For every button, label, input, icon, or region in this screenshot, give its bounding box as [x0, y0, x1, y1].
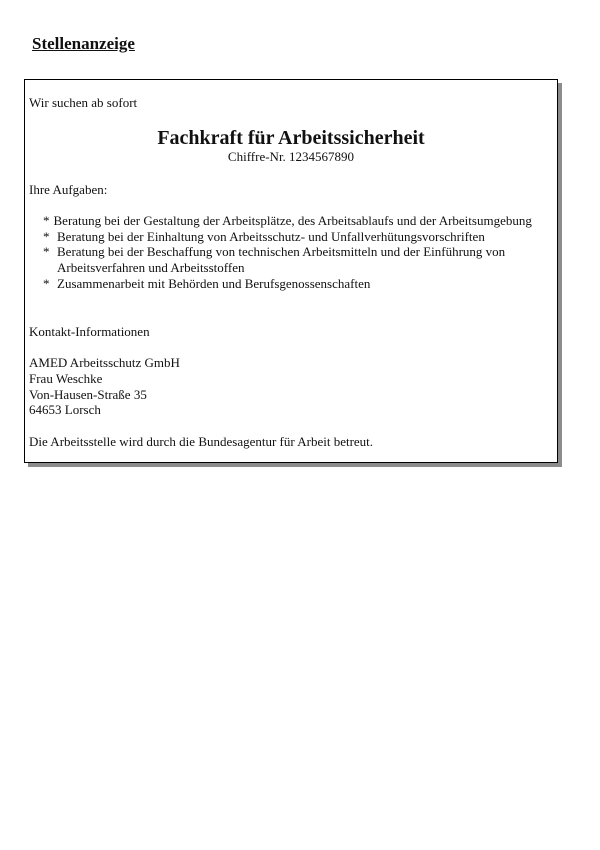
task-text: Beratung bei der Gestaltung der Arbeitsplätze, des Arbeitsablaufs und der Arbeitsumgebung: [53, 213, 532, 228]
task-text: Beratung bei der Beschaffung von technischen Arbeitsmitteln und der Einführung von Arbeitsverfahren und Arbeitsstoffen: [57, 244, 506, 276]
task-text: Zusammenarbeit mit Behörden und Berufsgenossenschaften: [57, 275, 371, 291]
job-title: Fachkraft für Arbeitssicherheit: [157, 127, 425, 149]
ad-intro: Wir suchen ab sofort: [29, 95, 138, 110]
bullet: *: [43, 228, 50, 244]
task-text: Beratung bei der Einhaltung von Arbeitsschutz- und Unfallverhütungsvorschriften: [57, 228, 485, 244]
contact-company: AMED Arbeitsschutz GmbH: [29, 355, 180, 370]
task-item: [43, 229, 549, 245]
task-item: [43, 276, 549, 292]
footer-note: Die Arbeitsstelle wird durch die Bundesagentur für Arbeit betreut.: [29, 434, 374, 449]
page-heading: Stellenanzeige: [32, 34, 135, 53]
contact-city: 64653 Lorsch: [29, 402, 101, 417]
job-ad-box: [24, 79, 558, 463]
chiffre-number: Chiffre-Nr. 1234567890: [227, 149, 355, 164]
contact-street: Von-Hausen-Straße 35: [29, 387, 147, 402]
bullet: *: [43, 275, 50, 291]
bullet: *: [43, 213, 50, 228]
bullet: *: [43, 244, 50, 260]
task-item: [29, 213, 549, 229]
contact-heading: Kontakt-Informationen: [29, 324, 150, 339]
tasks-heading: Ihre Aufgaben:: [29, 182, 108, 197]
task-item: [43, 244, 549, 275]
task-list: [29, 213, 549, 292]
contact-person: Frau Weschke: [29, 371, 103, 386]
